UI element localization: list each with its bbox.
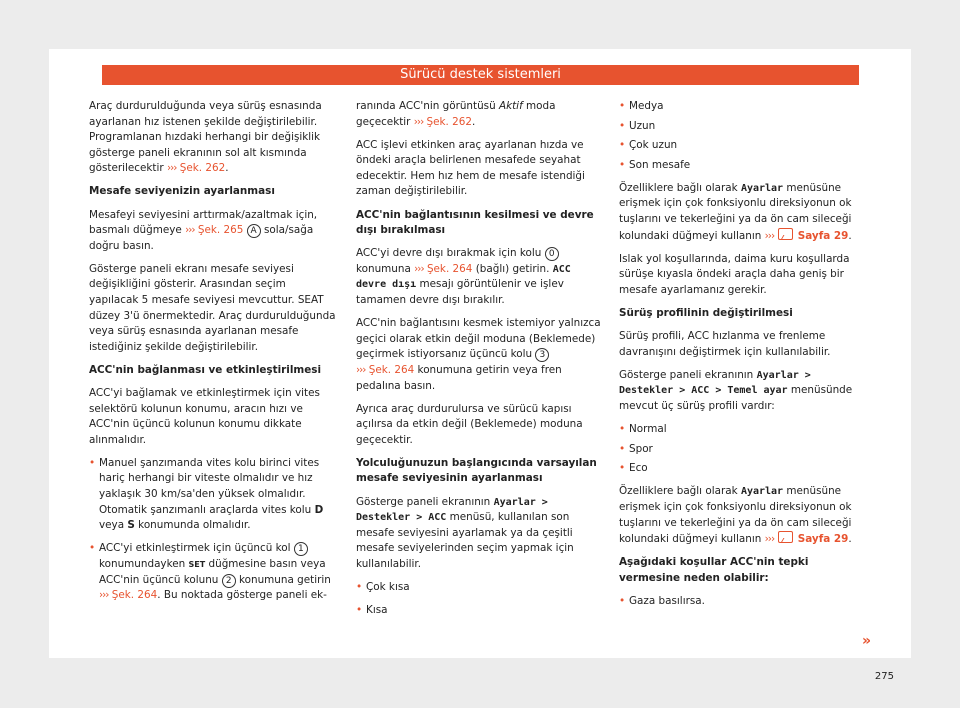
heading: Yolculuğunuzun başlangıcında varsayılan mesafe seviyesinin ayarlanması xyxy=(356,456,597,485)
continue-marker: » xyxy=(861,633,871,649)
list-item: • Kısa xyxy=(356,603,605,619)
paragraph: Gösterge paneli ekranı mesafe seviyesi değişikliğini gösterir. Arasından seçim yapılacak 5 mesafe seviyesi mevcuttur. SEAT düzey 3'ü önermektedir. Araç durdurulduğunda veya sürüş esnasında ayarlanan mesafe istediğiniz şekilde değiştirilebilir. xyxy=(89,262,336,353)
list-item: • Eco xyxy=(619,461,855,477)
marker-3: 3 xyxy=(535,348,549,362)
manual-page xyxy=(49,49,911,682)
page-link[interactable]: Sayfa 29 xyxy=(797,533,849,546)
heading: ACC'nin bağlantısının kesilmesi ve devre dışı bırakılması xyxy=(356,208,594,237)
paragraph: Islak yol koşullarında, daima kuru koşullarda sürüşe kıyasla öndeki araçla daha geniş bir mesafe ayarlamanız gerekir. xyxy=(619,252,850,296)
paragraph: ACC'nin bağlantısını kesmek istemiyor yalnızca geçici olarak etkin değil moduna (Beklemede) geçirmek istiyorsanız üçüncü kolu 3 ››› Şek. 264 konumuna getirin veya fren pedalına basın. xyxy=(356,317,601,392)
paragraph: ACC işlevi etkinken araç ayarlanan hızda ve öndeki araçla belirlenen mesafede seyahat edecektir. Hem hız hem de mesafe istendiği zaman değiştirilebilir. xyxy=(356,138,585,198)
book-icon xyxy=(778,531,793,543)
list-item: • Medya xyxy=(619,99,855,115)
paragraph: ACC'yi devre dışı bırakmak için kolu 0 konumuna ››› Şek. 264 (bağlı) getirin. ACC devre dışı mesajı görüntülenir ve işlev tamamen devre dışı bırakılır. xyxy=(356,247,571,307)
paragraph: ranında ACC'nin görüntüsü Aktif moda geçecektir ››› Şek. 262. xyxy=(356,100,556,128)
marker-a: A xyxy=(247,224,261,238)
figure-link[interactable]: Şek. 262 xyxy=(426,115,472,128)
list-item: • Son mesafe xyxy=(619,158,855,174)
heading: Mesafe seviyenizin ayarlanması xyxy=(89,185,275,198)
figure-link[interactable]: Şek. 264 xyxy=(111,589,158,602)
paragraph: Araç durdurulduğunda veya sürüş esnasında ayarlanan hız istenen şekilde değiştirilebilir. Programlanan hızdaki herhangi bir değişiklik gösterge paneli ekranının sol alt kısmında gösterilecektir ››› Şek. 262. xyxy=(89,100,322,175)
heading: Sürüş profilinin değiştirilmesi xyxy=(619,307,793,320)
figure-link[interactable]: Şek. 262 xyxy=(179,162,226,175)
paragraph: ACC'yi bağlamak ve etkinleştirmek için vites selektörü kolunun konumu, aracın hızı ve ACC'nin üçüncü kolunun konumu dikkate alınmalıdır. xyxy=(89,387,320,446)
list-item: • Manuel şanzımanda vites kolu birinci vites hariç herhangi bir viteste olmalıdır ve hız yaklaşık 30 km/sa'den yüksek olmalıdır. Otomatik şanzımanlı araçlarda vites kolu D veya S konumunda olmalıdır. xyxy=(89,456,337,534)
book-icon xyxy=(778,228,793,240)
figure-link[interactable]: Şek. 264 xyxy=(426,262,473,275)
paragraph: Sürüş profili, ACC hızlanma ve frenleme davranışını değiştirmek için kullanılabilir. xyxy=(619,330,831,358)
column-3 xyxy=(619,99,855,617)
list-item: • Gaza basılırsa. xyxy=(619,594,855,610)
paragraph: Gösterge paneli ekranının Ayarlar > Destekler > ACC > Temel ayar menüsünde mevcut üç sürüş profili vardır: xyxy=(619,368,853,412)
figure-link[interactable]: Şek. 264 xyxy=(368,363,415,376)
figure-link[interactable]: Şek. 265 xyxy=(197,224,244,237)
menu-path: Ayarlar xyxy=(740,486,784,498)
page-number: 275 xyxy=(874,671,894,682)
paragraph: Gösterge paneli ekranının Ayarlar > Destekler > ACC menüsü, kullanılan son mesafe seviyesini ayarlamak ya da çeşitli mesafe seviyelerinden seçim yapmak için kullanılabilir. xyxy=(356,495,574,570)
menu-path: Ayarlar > Destekler > ACC > Temel ayar xyxy=(619,369,811,397)
marker-0: 0 xyxy=(545,247,559,261)
column-2 xyxy=(356,99,605,626)
list-item: • ACC'yi etkinleştirmek için üçüncü kol 1 konumundayken SET düğmesine basın veya ACC'nin üçüncü kolunu 2 konumuna getirin ››› Şek. 264. Bu noktada gösterge paneli ek- xyxy=(89,541,337,603)
list-item: • Spor xyxy=(619,442,855,458)
list-item: • Normal xyxy=(619,422,855,438)
list-item: • Çok kısa xyxy=(356,580,605,596)
set-button-icon: SET xyxy=(188,559,206,569)
list-item: • Çok uzun xyxy=(619,138,855,154)
heading: ACC'nin bağlanması ve etkinleştirilmesi xyxy=(89,363,322,376)
column-1 xyxy=(89,99,337,611)
menu-path: Ayarlar xyxy=(740,182,784,194)
paragraph: Ayrıca araç durdurulursa ve sürücü kapısı açılırsa da etkin değil (Beklemede) moduna geçecektir. xyxy=(356,402,583,446)
display-message: ACC devre dışı xyxy=(356,263,571,291)
paragraph: Mesafeyi seviyesini arttırmak/azaltmak için, basmalı düğmeye ››› Şek. 265 A sola/sağa doğru basın. xyxy=(89,208,318,252)
menu-path: Ayarlar > Destekler > ACC xyxy=(356,496,548,524)
marker-2: 2 xyxy=(222,574,236,588)
heading: Aşağıdaki koşullar ACC'nin tepki vermesine neden olabilir: xyxy=(619,556,809,584)
paragraph: Özelliklere bağlı olarak Ayarlar menüsüne erişmek için çok fonksiyonlu direksiyonun ok tuşlarını ve tekerleğini ya da ön cam sileceği kolundaki düğmeyi kullanın ››› Sayfa 29. xyxy=(619,485,852,546)
page-link[interactable]: Sayfa 29 xyxy=(797,229,849,242)
paragraph: Özelliklere bağlı olarak Ayarlar menüsüne erişmek için çok fonksiyonlu direksiyonun ok tuşlarını ve tekerleğini ya da ön cam sileceği kolundaki düğmeyi kullanın ››› Sayfa 29. xyxy=(619,181,852,242)
marker-1: 1 xyxy=(294,542,308,556)
section-header: Sürücü destek sistemleri xyxy=(102,65,859,85)
list-item: • Uzun xyxy=(619,119,855,135)
